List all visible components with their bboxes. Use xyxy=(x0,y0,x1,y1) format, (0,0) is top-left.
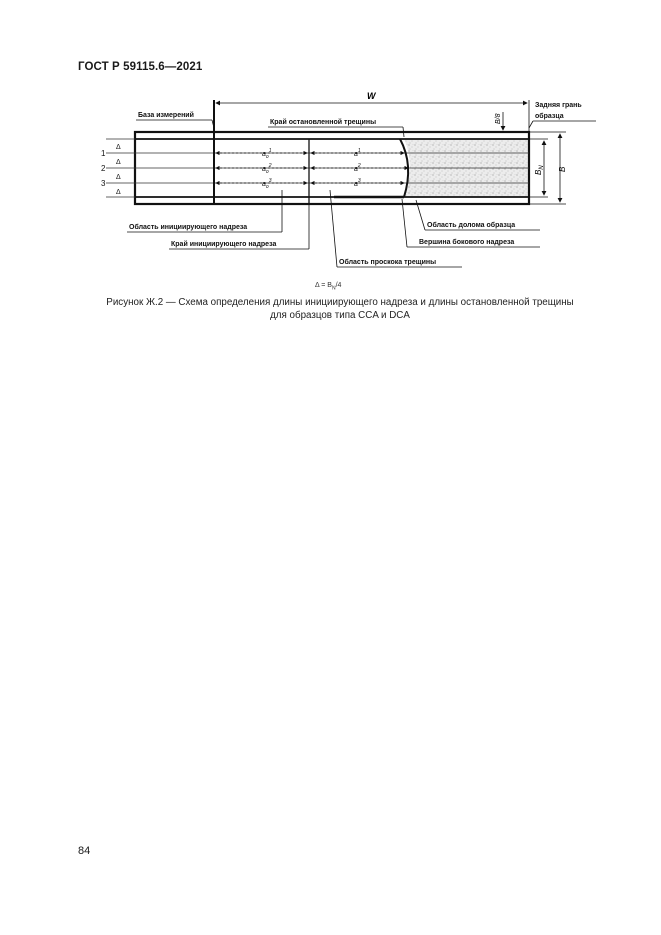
label-arrested-crack-edge: Край остановленной трещины xyxy=(270,119,377,126)
label-back-face-2: образца xyxy=(535,113,564,120)
label-notch-initiation-region: Область инициирующего надреза xyxy=(129,224,248,231)
delta-3: Δ xyxy=(116,174,121,181)
label-crack-jump-region: Область проскока трещины xyxy=(339,259,437,266)
figure-caption xyxy=(80,296,600,322)
row-2-label: 2 xyxy=(101,164,106,173)
a0-1-label: $a_o^1$ xyxy=(262,148,272,160)
a-2-label: $a^2$ xyxy=(354,163,361,173)
a-3-label: $a^3$ xyxy=(354,178,361,188)
delta-1: Δ xyxy=(116,144,121,151)
row-1-label: 1 xyxy=(101,149,106,158)
b-label: B xyxy=(558,166,567,172)
label-fracture-region: Область долома образца xyxy=(427,222,516,229)
label-notch-initiation-edge: Край инициирующего надреза xyxy=(171,241,277,248)
caption-line-1: Рисунок Ж.2 — Схема определения длины инициирующего надреза и длины остановленной трещины xyxy=(106,297,574,308)
delta-2: Δ xyxy=(116,159,121,166)
caption-line-2: для образцов типа CCA и DCA xyxy=(270,310,410,321)
page-number: 84 xyxy=(78,845,91,857)
row-3-label: 3 xyxy=(101,179,106,188)
label-back-face: Задняя грань xyxy=(535,102,582,109)
a-measurements xyxy=(216,153,408,183)
a-1-label: $a^1$ xyxy=(354,148,361,158)
specimen-diagram xyxy=(0,0,661,280)
delta-4: Δ xyxy=(116,189,121,196)
w-label: W xyxy=(367,91,376,101)
bn-label: $B_N$ xyxy=(534,165,545,175)
delta-formula: $\Delta = B_N/4$ xyxy=(315,282,342,292)
a0-2-label: $a_o^2$ xyxy=(262,163,272,175)
b8-label: B/8 xyxy=(495,113,502,124)
label-side-groove-tip: Вершина бокового надреза xyxy=(419,239,515,246)
label-measurement-base: База измерений xyxy=(138,112,194,119)
standard-header: ГОСТ Р 59115.6—2021 xyxy=(78,61,203,73)
a0-3-label: $a_o^3$ xyxy=(262,178,272,190)
